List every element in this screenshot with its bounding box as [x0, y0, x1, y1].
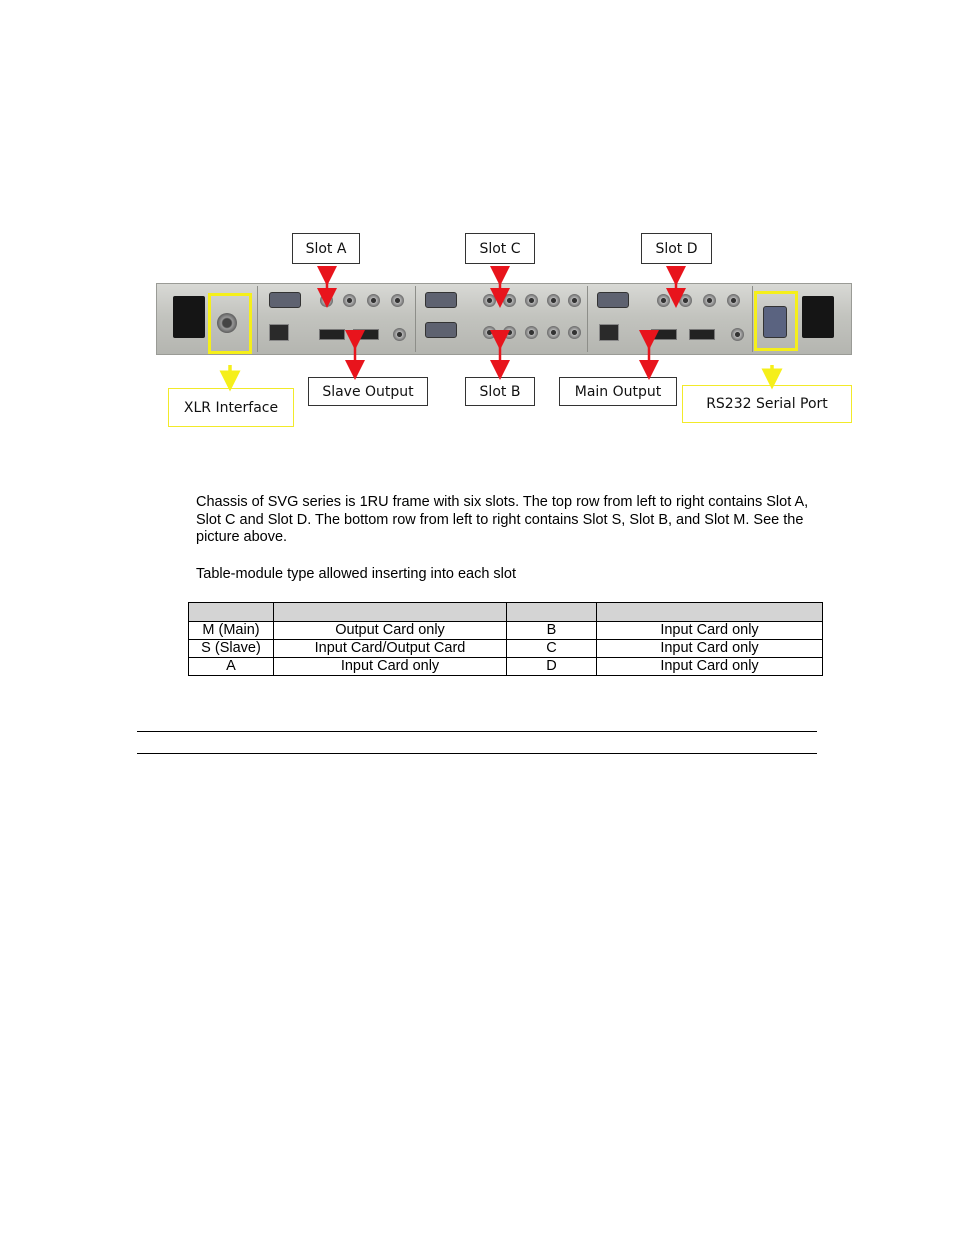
table-row: [189, 640, 823, 658]
header-cell: [507, 603, 597, 622]
table-row: [189, 658, 823, 676]
table-cell: S (Slave): [189, 640, 274, 658]
table-cell: Input Card only: [274, 658, 507, 676]
callout-slot-a: Slot A: [292, 233, 360, 264]
callout-slave-output: Slave Output: [308, 377, 428, 406]
header-cell: [597, 603, 823, 622]
header-cell: [274, 603, 507, 622]
table-cell: Input Card only: [597, 640, 823, 658]
table-cell: Input Card only: [597, 622, 823, 640]
callout-main-output: Main Output: [559, 377, 677, 406]
callout-rs232-serial-port: RS232 Serial Port: [682, 385, 852, 423]
horizontal-rule: [137, 753, 817, 754]
horizontal-rule: [137, 731, 817, 732]
table-header-row: [189, 603, 823, 622]
callout-xlr-interface: XLR Interface: [168, 388, 294, 427]
chassis-description-paragraph: Chassis of SVG series is 1RU frame with six slots. The top row from left to right contains Slot A, Slot C and Slot D. The bottom row from left to right contains Slot S, Slot B, and Slot M. See the picture above.: [196, 494, 809, 545]
table-cell: D: [507, 658, 597, 676]
table-cell: B: [507, 622, 597, 640]
slot-module-table: [188, 602, 823, 676]
header-cell: [189, 603, 274, 622]
table-cell: Input Card/Output Card: [274, 640, 507, 658]
table-cell: M (Main): [189, 622, 274, 640]
table-caption: Table-module type allowed inserting into each slot: [196, 566, 516, 582]
callout-slot-d: Slot D: [641, 233, 712, 264]
callout-slot-c: Slot C: [465, 233, 535, 264]
callout-arrows: [150, 228, 860, 433]
table-cell: Output Card only: [274, 622, 507, 640]
table-row: [189, 622, 823, 640]
table-cell: C: [507, 640, 597, 658]
table-cell: A: [189, 658, 274, 676]
chassis-figure: [150, 228, 860, 433]
table-cell: Input Card only: [597, 658, 823, 676]
callout-slot-b: Slot B: [465, 377, 535, 406]
